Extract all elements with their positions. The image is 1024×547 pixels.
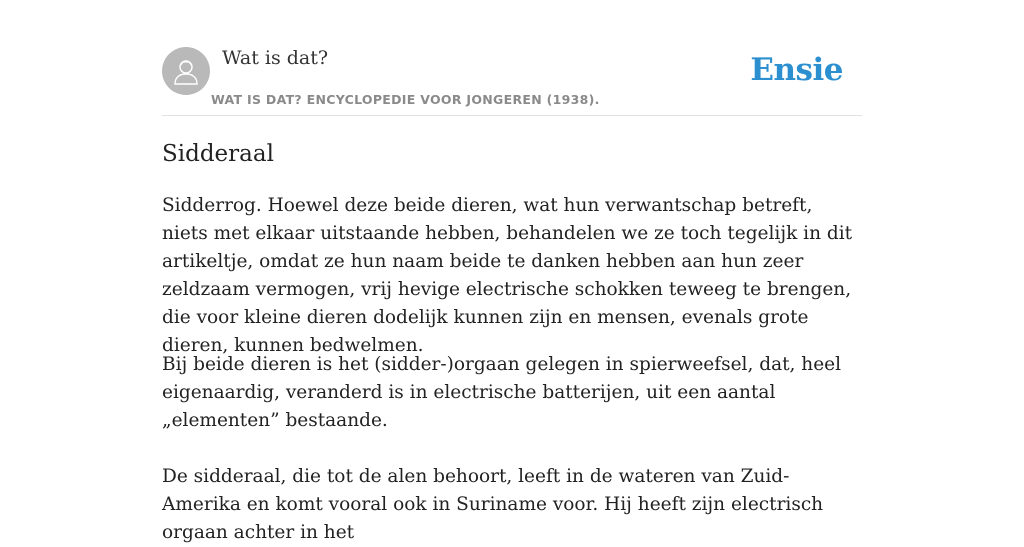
article-paragraph: Sidderrog. Hoewel deze beide dieren, wat hun verwantschap betreft, niets met elkaar uitstaande hebben, behandelen we ze toch tegelijk in dit artikeltje, omdat ze hun naam beide te danken hebben aan hun zeer zeldzaam vermogen, vrij hevige electrische schokken teweeg te brengen, die voor kleine dieren dodelijk kunnen zijn en mensen, evenals grote dieren, kunnen bedwelmen. <box>162 195 853 356</box>
source-title[interactable]: Wat is dat? <box>222 47 329 69</box>
article-paragraph: De sidderaal, die tot de alen behoort, leeft in de wateren van Zuid-Amerika en komt vooral ook in Suriname voor. Hij heeft zijn electrisch orgaan achter in het <box>162 466 824 543</box>
article-paragraph: Bij beide dieren is het (sidder-)orgaan gelegen in spierweefsel, dat, heel eigenaardig, veranderd is in electrische batterijen, uit een aantal „elementen” bestaande. <box>162 354 842 431</box>
user-icon <box>171 56 201 86</box>
avatar[interactable] <box>162 47 210 95</box>
page-container <box>162 0 862 543</box>
article-title: Sidderaal <box>162 141 274 167</box>
source-subtitle: WAT IS DAT? ENCYCLOPEDIE VOOR JONGEREN (1938). <box>211 92 600 107</box>
source-header <box>162 0 862 116</box>
brand-logo[interactable]: Ensie <box>750 52 843 88</box>
